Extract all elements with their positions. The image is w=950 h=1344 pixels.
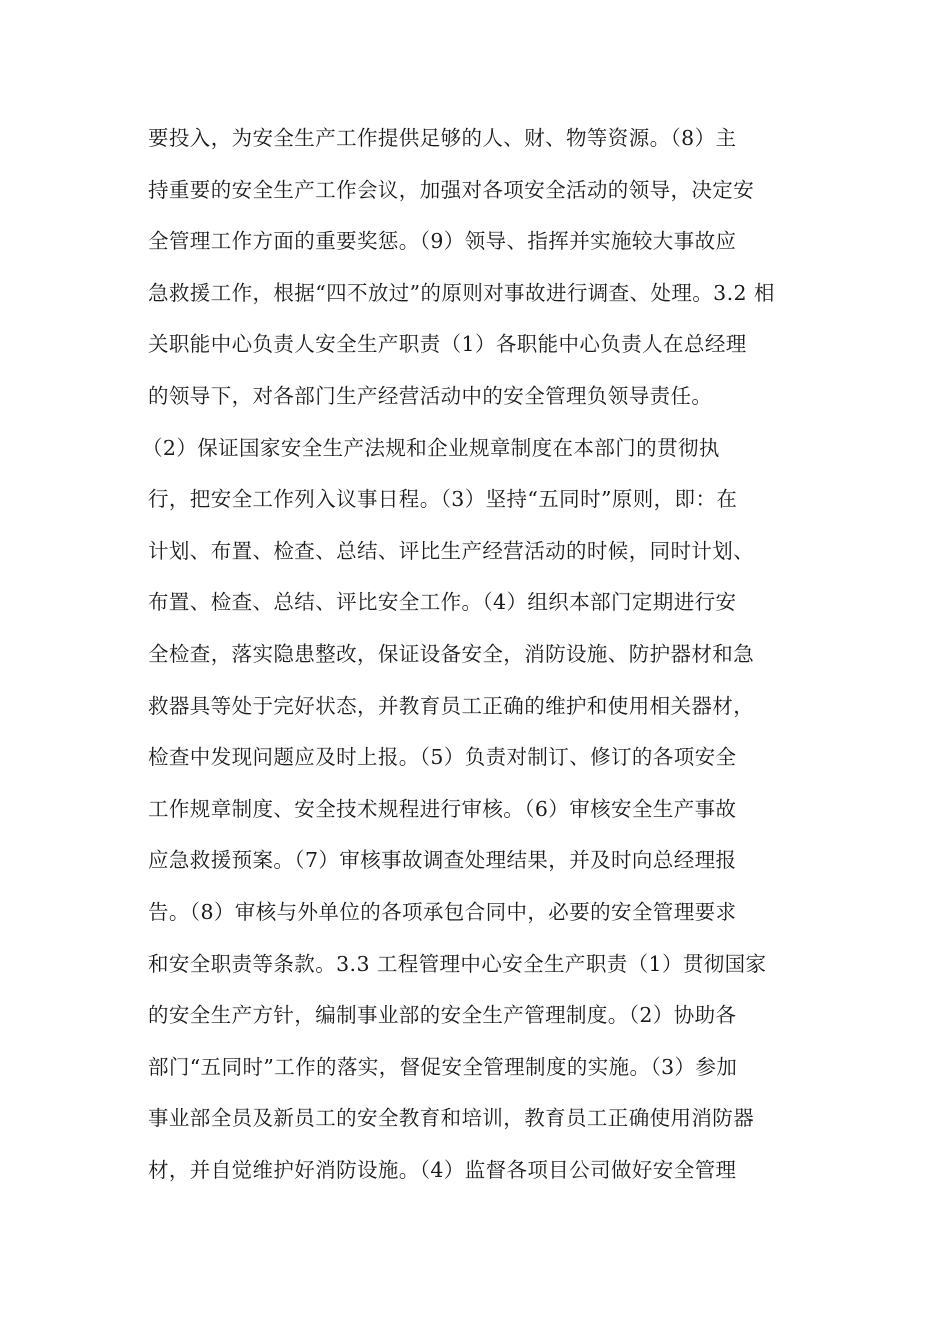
text-line: 急救援工作，根据“四不放过”的原则对事故进行调查、处理。3.2 相	[148, 280, 775, 305]
text-line: 部门“五同时”工作的落实，督促安全管理制度的实施。（3）参加	[148, 1054, 738, 1079]
text-line: 和安全职责等条款。3.3 工程管理中心安全生产职责（1）贯彻国家	[148, 951, 767, 976]
text-line: 全管理工作方面的重要奖惩。（9）领导、指挥并实施较大事故应	[148, 229, 737, 254]
text-line: 全检查，落实隐患整改，保证设备安全，消防设施、防护器材和急	[148, 641, 755, 666]
text-line: 的安全生产方针，编制事业部的安全生产管理制度。（2）协助各	[148, 1003, 737, 1028]
text-line: 关职能中心负责人安全生产职责（1）各职能中心负责人在总经理	[148, 332, 747, 357]
text-line: 事业部全员及新员工的安全教育和培训，教育员工正确使用消防器	[148, 1106, 755, 1131]
text-line: 持重要的安全生产工作会议，加强对各项安全活动的领导，决定安	[148, 177, 755, 202]
text-line: 布置、检查、总结、评比安全工作。（4）组织本部门定期进行安	[148, 590, 737, 615]
text-line: 的领导下，对各部门生产经营活动中的安全管理负领导责任。	[148, 383, 713, 408]
text-line: 要投入，为安全生产工作提供足够的人、财、物等资源。（8）主	[148, 126, 737, 150]
text-line: 告。（8）审核与外单位的各项承包合同中，必要的安全管理要求	[148, 899, 737, 924]
text-line: 检查中发现问题应及时上报。（5）负责对制订、修订的各项安全	[148, 745, 737, 770]
text-line: 行，把安全工作列入议事日程。（3）坚持“五同时”原则，即：在	[148, 487, 738, 512]
text-line: 救器具等处于完好状态，并教育员工正确的维护和使用相关器材，	[148, 693, 755, 718]
text-line: 计划、布置、检查、总结、评比生产经营活动的时候，同时计划、	[148, 538, 755, 563]
text-line: 工作规章制度、安全技术规程进行审核。（6）审核安全生产事故	[148, 796, 737, 821]
text-line: （2）保证国家安全生产法规和企业规章制度在本部门的贯彻执	[142, 435, 720, 460]
text-line: 材，并自觉维护好消防设施。（4）监督各项目公司做好安全管理	[148, 1157, 737, 1182]
body-text	[142, 118, 828, 1201]
text-line: 应急救援预案。（7）审核事故调查处理结果，并及时向总经理报	[148, 848, 737, 873]
